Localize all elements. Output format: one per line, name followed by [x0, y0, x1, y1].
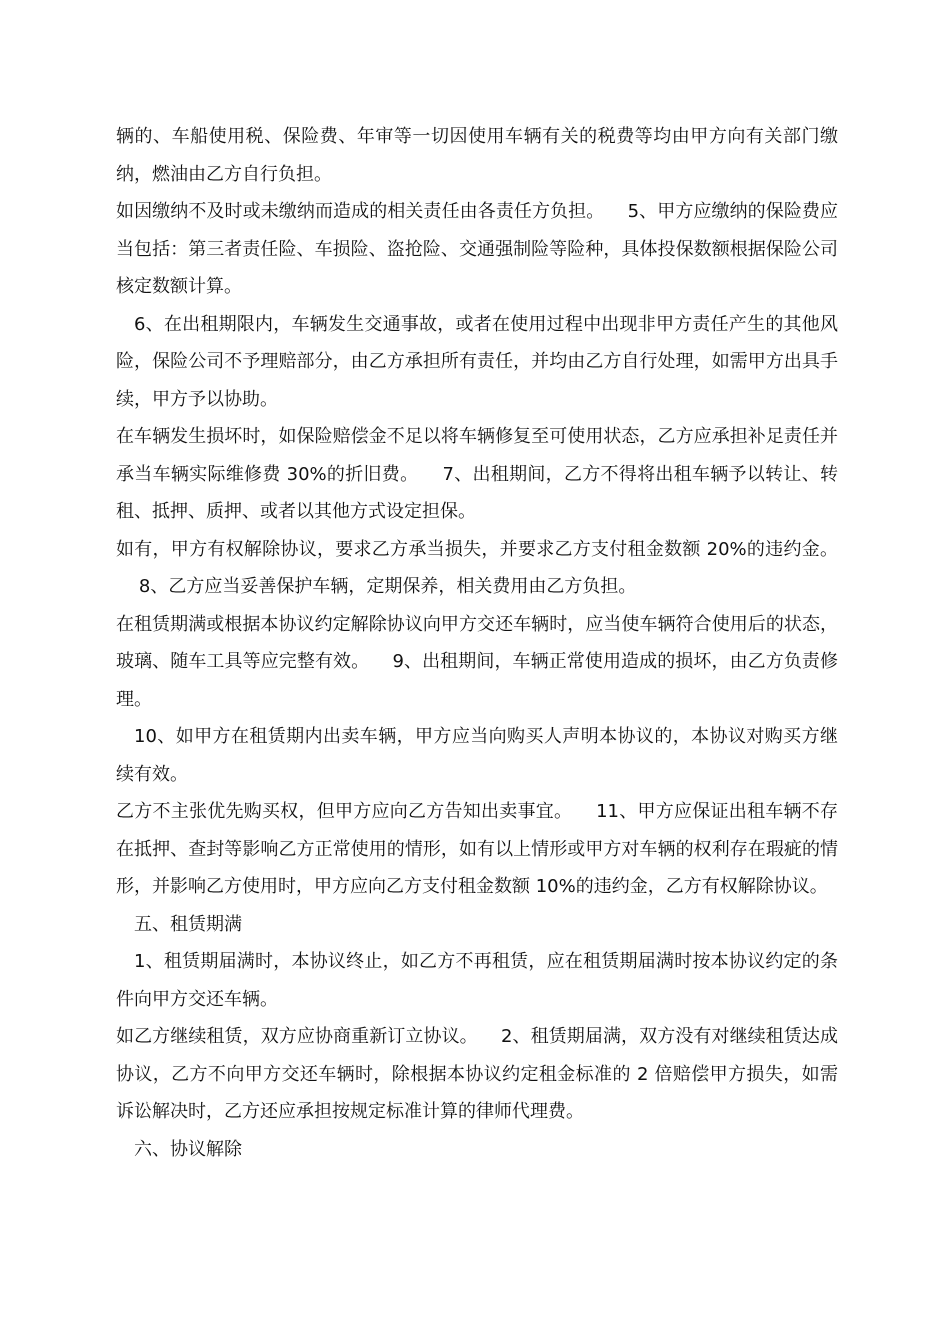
- document-page: [116, 118, 838, 1168]
- paragraph-text: 如因缴纳不及时或未缴纳而造成的相关责任由各责任方负担。: [116, 201, 605, 222]
- paragraph-continuation: 8、乙方应当妥善保护车辆，定期保养，相关费用由乙方负担。: [138, 576, 637, 597]
- paragraph-priority: [116, 793, 838, 906]
- paragraph-breach: [116, 531, 838, 606]
- paragraph-text: 如乙方继续租赁，双方应协商重新订立协议。: [116, 1026, 478, 1047]
- paragraph-insurance: [116, 193, 838, 306]
- paragraph-text: 乙方不主张优先购买权，但甲方应向乙方告知出卖事宜。: [116, 801, 573, 822]
- paragraph-text: 如有，甲方有权解除协议，要求乙方承当损失，并要求乙方支付租金数额 20%的违约金。: [116, 538, 838, 560]
- paragraph-accident: [116, 306, 838, 419]
- paragraph-continuation: 2、租赁期届满，双方没有对继续租赁达成协议，乙方不向甲方交还车辆时，除根据本协议约定租金标准的 2 倍赔偿甲方损失，如需诉讼解决时，乙方还应承担按规定标准计算的律师代理费。: [116, 1026, 839, 1122]
- paragraph-text: 辆的、车船使用税、保险费、年审等一切因使用车辆有关的税费等均由甲方向有关部门缴纳，燃油由乙方自行负担。: [116, 126, 838, 185]
- paragraph-continuation: 11、甲方应保证出租车辆不存在抵押、查封等影响乙方正常使用的情形，如有以上情形或甲方对车辆的权利存在瑕疵的情形，并影响乙方使用时，甲方应向乙方支付租金数额 10%的违约金，乙方有权解除协议。: [116, 801, 838, 897]
- paragraph-renewal: [116, 1018, 838, 1131]
- paragraph-continuation: 5、甲方应缴纳的保险费应当包括：第三者责任险、车损险、盗抢险、交通强制险等险种，具体投保数额根据保险公司核定数额计算。: [116, 201, 839, 297]
- paragraph-taxes: [116, 118, 838, 193]
- paragraph-text: 1、租赁期届满时，本协议终止，如乙方不再租赁，应在租赁期届满时按本协议约定的条件向甲方交还车辆。: [116, 951, 838, 1010]
- paragraph-text: 6、在出租期限内，车辆发生交通事故，或者在使用过程中出现非甲方责任产生的其他风险，保险公司不予理赔部分，由乙方承担所有责任，并均由乙方自行处理，如需甲方出具手续，甲方予以协助。: [116, 313, 838, 410]
- paragraph-damage: [116, 418, 838, 531]
- paragraph-continuation: 9、出租期间，车辆正常使用造成的损坏，由乙方负责修理。: [116, 651, 839, 710]
- paragraph-expiry-terms: [116, 943, 838, 1018]
- paragraph-text: 在车辆发生损坏时，如保险赔偿金不足以将车辆修复至可使用状态，乙方应承担补足责任并承当车辆实际维修费 30%的折旧费。: [116, 426, 838, 485]
- paragraph-sale: [116, 718, 838, 793]
- section-heading-lease-expiry: 五、租赁期满: [134, 913, 242, 935]
- paragraph-continuation: 7、出租期间，乙方不得将出租车辆予以转让、转租、抵押、质押、或者以其他方式设定担保。: [116, 463, 839, 522]
- paragraph-text: 10、如甲方在租赁期内出卖车辆，甲方应当向购买人声明本协议的，本协议对购买方继续有效。: [116, 726, 838, 785]
- paragraph-text: 在租赁期满或根据本协议约定解除协议向甲方交还车辆时，应当使车辆符合使用后的状态，玻璃、随车工具等应完整有效。: [116, 613, 838, 672]
- section-heading-termination: 六、协议解除: [134, 1138, 242, 1160]
- paragraph-return: [116, 606, 838, 719]
